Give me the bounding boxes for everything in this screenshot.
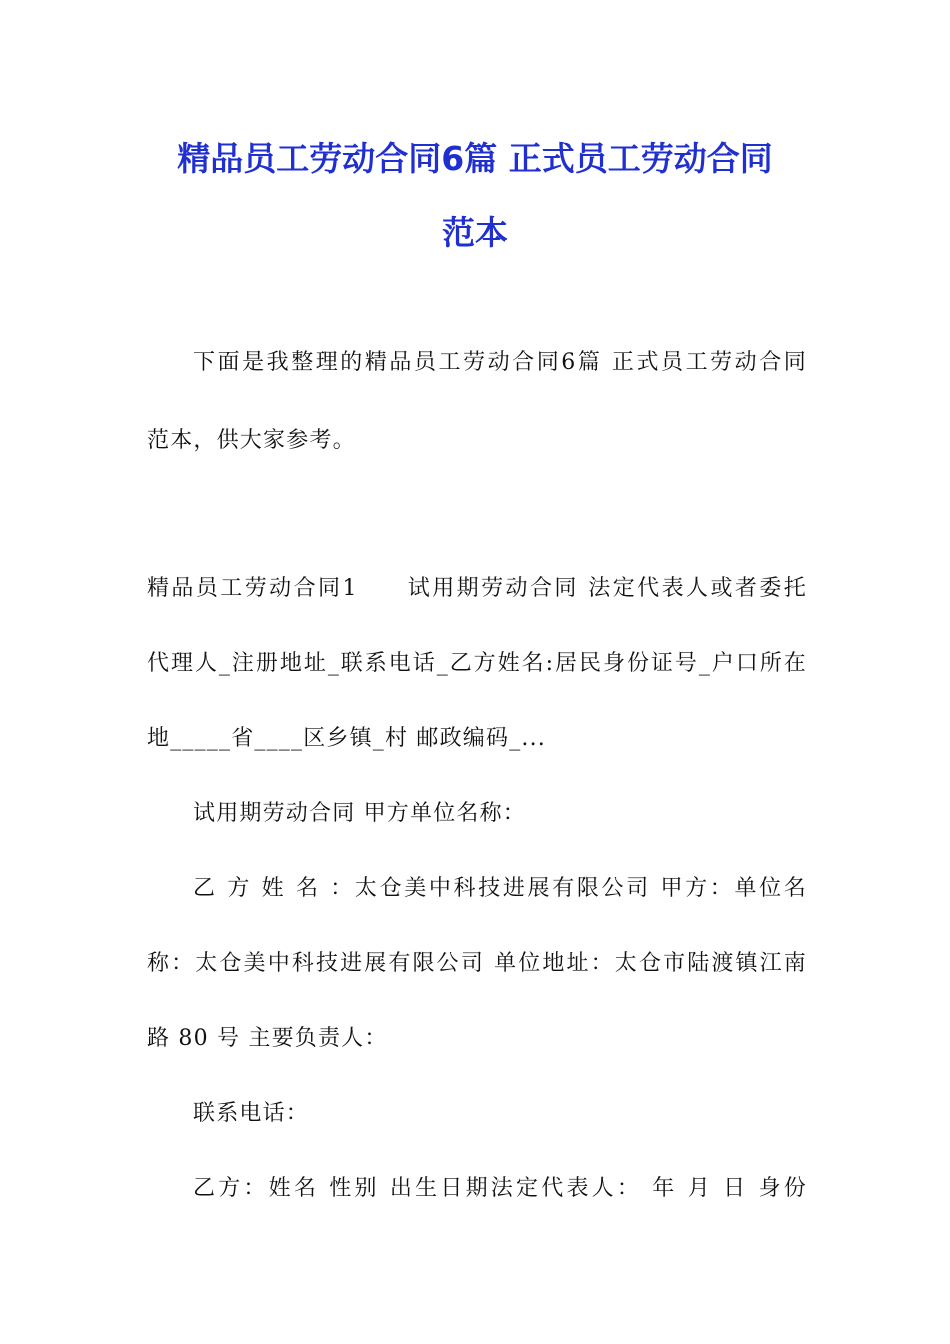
paragraph-party-b-line-3: 路 80 号 主要负责人： [147,1026,388,1051]
paragraph-contact-phone: 联系电话： [193,1101,310,1126]
paragraph-intro-line-1: 下面是我整理的精品员工劳动合同6篇 正式员工劳动合同 [193,350,807,375]
paragraph-intro-line-2: 范本，供大家参考。 [147,428,356,453]
paragraph-body-line-1: 精品员工劳动合同1 试用期劳动合同 法定代表人或者委托 [147,576,807,601]
paragraph-party-b-line-1: 乙 方 姓 名 ：太仓美中科技进展有限公司 甲方：单位名 [193,876,807,901]
document-title-line-1: 精品员工劳动合同6篇 正式员工劳动合同 [177,139,773,178]
paragraph-body-line-2: 代理人_注册地址_联系电话_乙方姓名:居民身份证号_户口所在 [147,651,807,676]
paragraph-party-b-details: 乙方：姓名 性别 出生日期法定代表人： 年 月 日 身份 [193,1176,807,1201]
paragraph-trial-contract: 试用期劳动合同 甲方单位名称： [193,801,526,826]
document-title-line-2: 范本 [442,213,508,252]
paragraph-body-line-3: 地_____省____区乡镇_村 邮政编码_... [147,726,546,751]
paragraph-party-b-line-2: 称：太仓美中科技进展有限公司 单位地址：太仓市陆渡镇江南 [147,951,807,976]
